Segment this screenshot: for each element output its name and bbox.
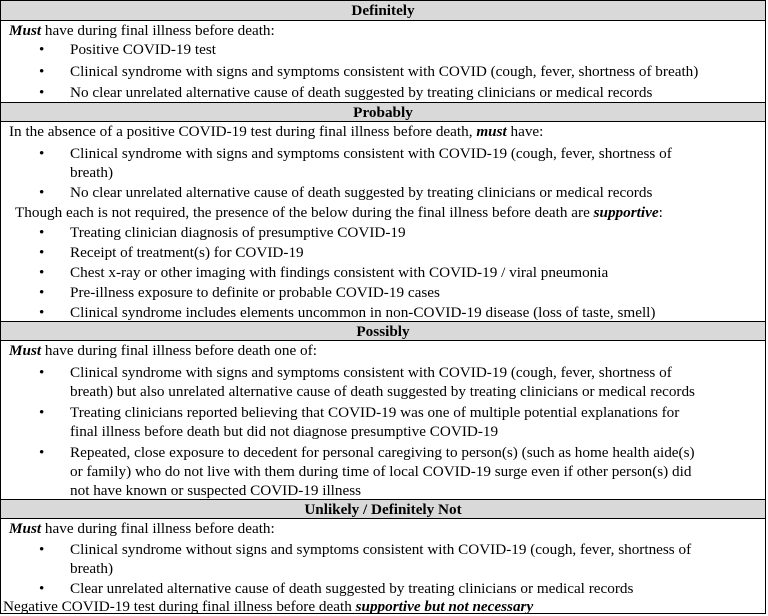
- list-item-text: Chest x-ray or other imaging with findings consistent with COVID-19 / viral pneumonia: [70, 264, 609, 281]
- list-item-text: No clear unrelated alternative cause of death suggested by treating clinicians or medical records: [70, 84, 653, 101]
- section-footer: [3, 597, 533, 616]
- emphasis-text: supportive: [593, 204, 659, 221]
- section-header-probably: Probably: [1, 102, 765, 122]
- intro-text: Though each is not required, the presence of the below during the final illness before death are: [15, 204, 590, 221]
- list-item-continuation: not have known or suspected COVID-19 illness: [70, 482, 362, 499]
- intro-text: :: [658, 204, 663, 221]
- list-item-continuation: final illness before death but did not diagnose presumptive COVID-19: [70, 423, 499, 440]
- intro-text: have during final illness before death:: [44, 520, 275, 537]
- list-item-text: Treating clinician diagnosis of presumptive COVID-19: [70, 224, 406, 241]
- section-intro: [9, 122, 543, 141]
- intro-text: have during final illness before death:: [44, 22, 275, 39]
- list-item-continuation: breath) but also unrelated alternative cause of death suggested by treating clinicians or medical records: [70, 383, 695, 400]
- list-item-text: Repeated, close exposure to decedent for personal caregiving to person(s) (such as home health aide(s): [70, 444, 695, 461]
- list-item-text: Clinical syndrome without signs and symptoms consistent with COVID-19 (cough, fever, shortness of: [70, 541, 692, 558]
- list-item-continuation: breath): [70, 560, 114, 577]
- supportive-intro: [15, 203, 663, 222]
- list-item-continuation: breath): [70, 164, 114, 181]
- intro-text: have during final illness before death one of:: [44, 342, 317, 359]
- section-intro: [9, 519, 275, 538]
- emphasis-text: Must: [9, 520, 42, 537]
- list-item-text: Clinical syndrome with signs and symptoms consistent with COVID-19 (cough, fever, shortness of: [70, 145, 672, 162]
- list-item-text: Clear unrelated alternative cause of death suggested by treating clinicians or medical records: [70, 580, 634, 597]
- list-item-text: No clear unrelated alternative cause of death suggested by treating clinicians or medical records: [70, 184, 653, 201]
- intro-text: have:: [510, 123, 544, 140]
- emphasis-text: supportive but not necessary: [355, 598, 534, 615]
- emphasis-text: Must: [9, 342, 42, 359]
- emphasis-text: must: [476, 123, 507, 140]
- section-header-unlikely: Unlikely / Definitely Not: [1, 499, 765, 519]
- list-item-text: Treating clinicians reported believing that COVID-19 was one of multiple potential explanations for: [70, 404, 680, 421]
- list-item-text: Receipt of treatment(s) for COVID-19: [70, 244, 304, 261]
- list-item-text: Pre-illness exposure to definite or probable COVID-19 cases: [70, 284, 440, 301]
- list-item-text: Clinical syndrome includes elements uncommon in non-COVID-19 disease (loss of taste, smell): [70, 304, 656, 321]
- section-header-possibly: Possibly: [1, 321, 765, 341]
- section-intro: [9, 341, 317, 360]
- list-item-text: Clinical syndrome with signs and symptoms consistent with COVID-19 (cough, fever, shortness of: [70, 364, 672, 381]
- intro-text: In the absence of a positive COVID-19 test during final illness before death,: [9, 123, 473, 140]
- list-item-continuation: or family) who do not live with them during time of local COVID-19 surge even if other person(s) did: [70, 463, 692, 480]
- section-intro: [9, 21, 275, 40]
- footer-text: Negative COVID-19 test during final illness before death: [3, 598, 352, 615]
- section-header-definitely: Definitely: [1, 1, 765, 21]
- list-item-text: Positive COVID-19 test: [70, 41, 216, 58]
- list-item-text: Clinical syndrome with signs and symptoms consistent with COVID (cough, fever, shortness of breath): [70, 63, 699, 80]
- emphasis-text: Must: [9, 22, 42, 39]
